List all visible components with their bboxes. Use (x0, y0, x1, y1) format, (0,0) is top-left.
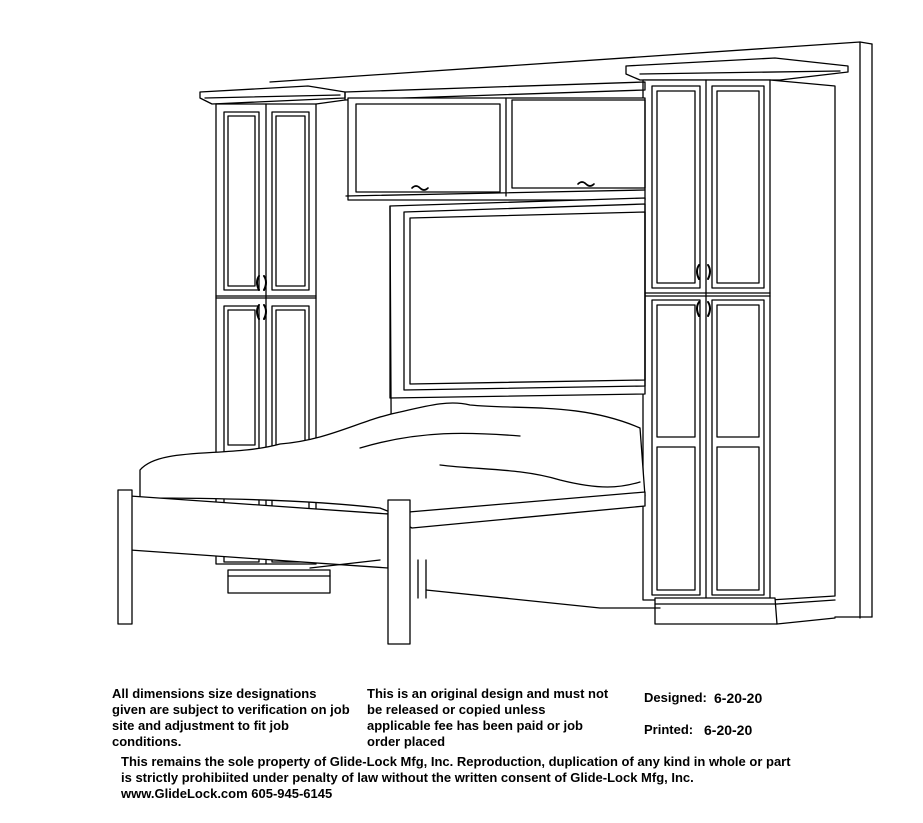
bed-head-panel (390, 198, 645, 590)
original-design-notice: This is an original design and must not be released or copied unless applicable fee has been paid or job order placed (367, 686, 609, 749)
right-tall-cabinet (626, 58, 848, 624)
property-notice: This remains the sole property of Glide-Lock Mfg, Inc. Reproduction, duplication of any kind in whole or part is strictly prohibiited under penalty of law without the written consent of Glide-Lock Mfg, Inc. (121, 754, 791, 785)
bridge-cabinet (345, 82, 645, 200)
printed-date: 6-20-20 (704, 722, 753, 738)
designed-date: 6-20-20 (714, 690, 763, 706)
designed-label: Designed: (644, 690, 707, 705)
website-phone: www.GlideLock.com 605-945-6145 (121, 786, 333, 801)
designed-date-row (644, 690, 763, 706)
dimensions-disclaimer: All dimensions size designations given are subject to verification on job site and adjustment to fit job conditions. (112, 686, 350, 749)
bed-frame (118, 490, 660, 644)
printed-date-row (644, 722, 753, 738)
printed-label: Printed: (644, 722, 694, 737)
